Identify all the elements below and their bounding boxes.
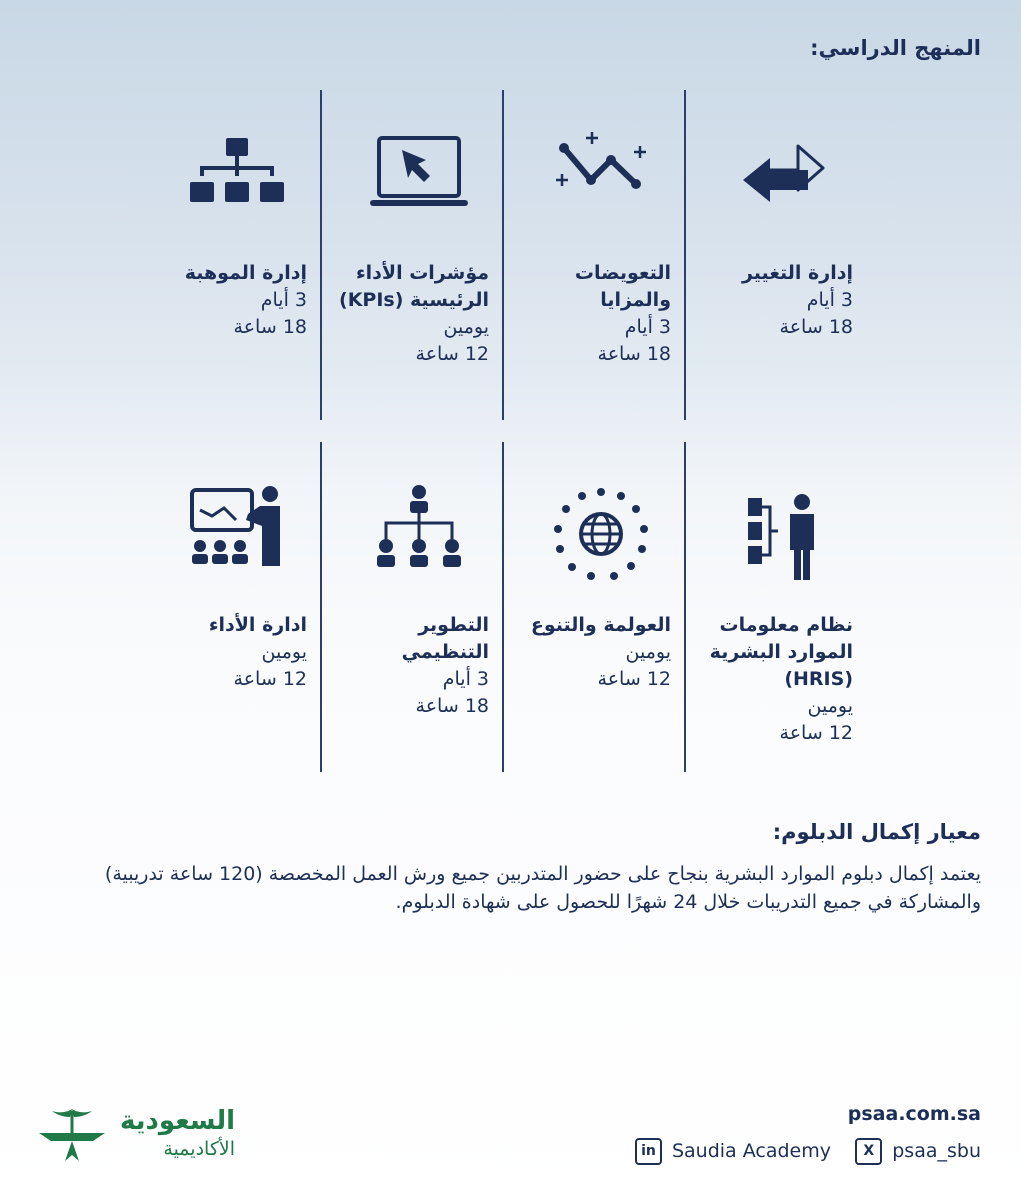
course-duration: 3 أيام <box>442 668 489 690</box>
course-name: إدارة التغيير <box>741 262 853 284</box>
course-name: التطوير التنظيمي <box>401 614 489 663</box>
course-hours: 18 ساعة <box>779 316 853 338</box>
course-duration: يومين <box>625 641 671 663</box>
course-card <box>688 442 870 772</box>
website-link[interactable]: psaa.com.sa <box>847 1103 981 1125</box>
x-handle: psaa_sbu <box>892 1140 981 1162</box>
course-name: التعويضات والمزايا <box>574 262 671 311</box>
course-duration: 3 أيام <box>806 289 853 311</box>
org-people-icon <box>364 484 474 584</box>
course-card <box>324 442 506 772</box>
course-hours: 18 ساعة <box>415 695 489 717</box>
course-hours: 12 ساعة <box>597 668 671 690</box>
course-name: مؤشرات الأداء الرئيسية (KPIs) <box>339 262 489 311</box>
linkedin-icon: in <box>635 1138 662 1165</box>
course-hours: 18 ساعة <box>597 343 671 365</box>
course-name: نظام معلومات الموارد البشرية (HRIS) <box>709 614 853 690</box>
course-duration: يومين <box>443 316 489 338</box>
course-hours: 12 ساعة <box>233 668 307 690</box>
logo-line-1: السعودية <box>120 1106 235 1136</box>
course-duration: 3 أيام <box>260 289 307 311</box>
curriculum-title: المنهج الدراسي: <box>810 36 981 60</box>
course-name: إدارة الموهبة <box>184 262 307 284</box>
course-name: ادارة الأداء <box>208 614 307 636</box>
presentation-icon <box>182 484 292 584</box>
course-card <box>142 90 324 420</box>
course-card <box>324 90 506 420</box>
course-hours: 18 ساعة <box>233 316 307 338</box>
course-hours: 12 ساعة <box>415 343 489 365</box>
trend-plus-icon <box>546 128 656 228</box>
criteria-text: يعتمد إكمال دبلوم الموارد البشرية بنجاح على حضور المتدربين جميع ورش العمل المخصصة (120 ساعة تدريبية) والمشاركة في جميع التدريبات خلال 24 شهرًا للحصول على شهادة الدبلوم. <box>104 863 981 913</box>
change-arrows-icon <box>728 128 838 228</box>
course-name: العولمة والتنوع <box>530 614 671 636</box>
linkedin-label: Saudia Academy <box>671 1140 831 1162</box>
course-card <box>688 90 870 420</box>
logo-line-2: الأكاديمية <box>163 1138 235 1160</box>
curriculum-row-1 <box>140 90 870 420</box>
course-duration: 3 أيام <box>624 316 671 338</box>
linkedin-social-link[interactable] <box>635 1136 831 1166</box>
globe-people-icon <box>546 484 656 584</box>
course-card <box>506 442 688 772</box>
course-card <box>142 442 324 772</box>
curriculum-row-2 <box>140 442 870 772</box>
course-card <box>506 90 688 420</box>
course-duration: يومين <box>261 641 307 663</box>
palm-swords-icon <box>35 1105 110 1165</box>
hris-person-icon <box>728 484 838 584</box>
saudia-academy-logo <box>35 1105 235 1170</box>
org-chart-icon <box>182 128 292 228</box>
logo-wordmark <box>120 1105 235 1161</box>
criteria-title: معيار إكمال الدبلوم: <box>772 820 981 844</box>
x-social-link[interactable] <box>855 1136 981 1166</box>
laptop-cursor-icon <box>364 128 474 228</box>
course-hours: 12 ساعة <box>779 722 853 744</box>
course-duration: يومين <box>807 695 853 717</box>
x-icon: X <box>855 1138 882 1165</box>
